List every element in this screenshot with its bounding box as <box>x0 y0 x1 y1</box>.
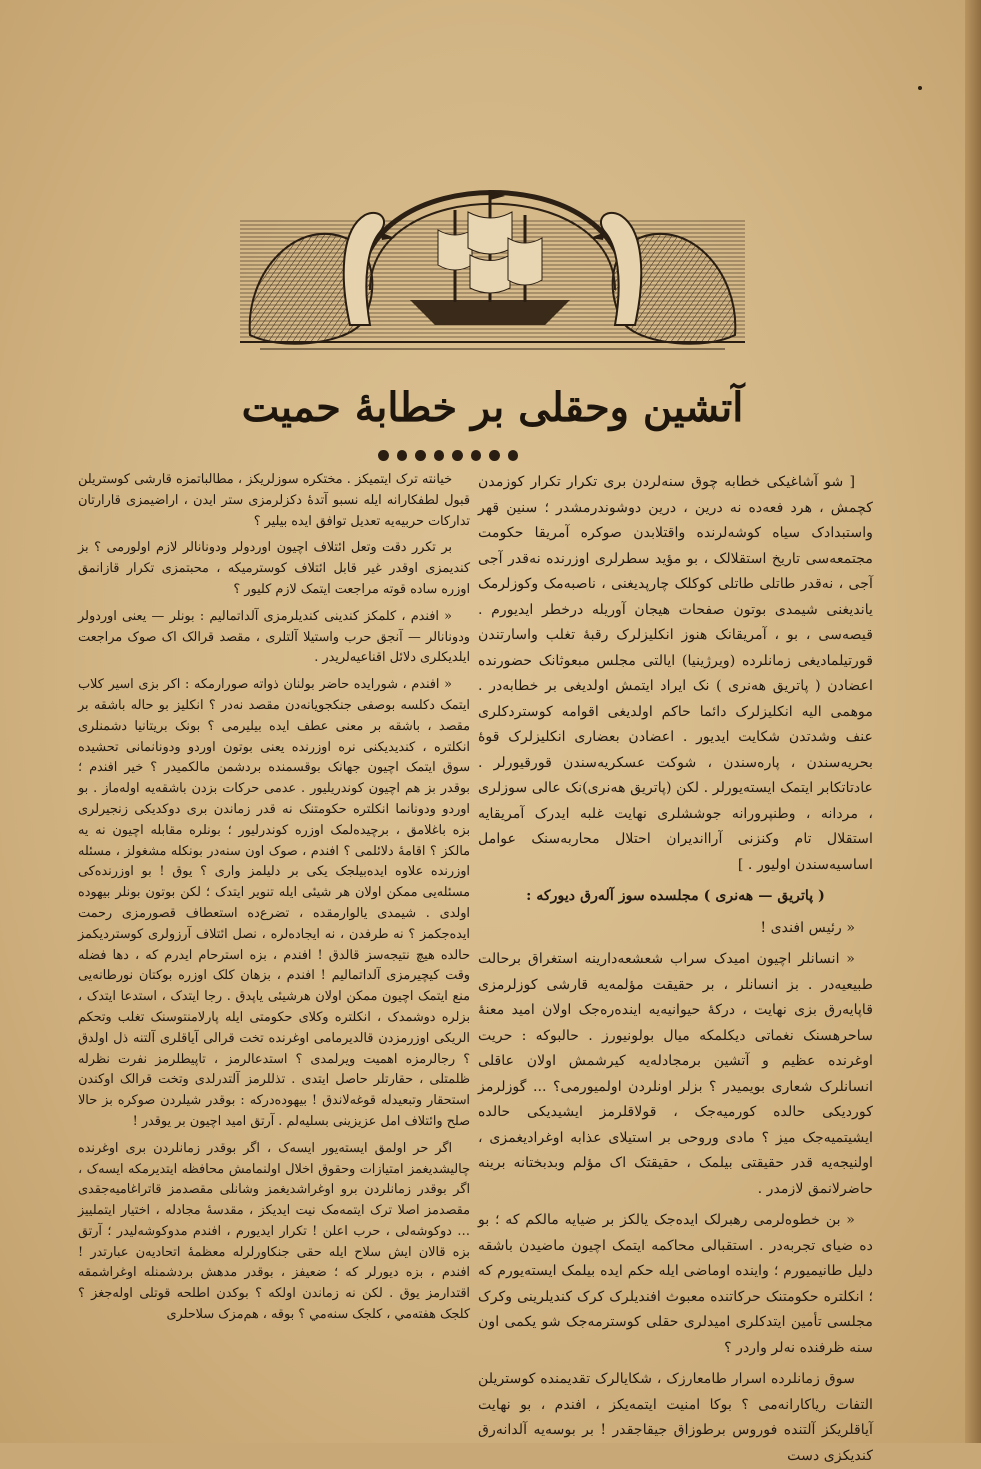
speech-paragraph: سوق زمانلرده اسرار طامعارزک ، شکایالرک تقدیمنده کوستریلن التفات ریاکارانه‌می ؟ بوکا امنیت ایتمه‌یکز ، افندم ، بو نهایت آیاقلریکز آلتنده فوروس برطوزاق جیقاجقدر ! بر بوسه‌یه آلدانه‌رق کندیکزی دست <box>478 1371 873 1464</box>
left-column <box>78 470 470 1430</box>
ornament-dots <box>378 450 518 464</box>
article-title: آتشین وحقلی بر خطابهٔ حمیت <box>241 384 744 431</box>
speech-paragraph: خیانته ترک ایتمیکز . مختکره سوزلریکز ، مطالباتمزه قارشی کوستریلن قبول لطفکارانه ایله نسبو آتدهٔ دکزلرمزی ستر ایدن ، اراضیمزی قارارتان تدارکات حربیه‌یه تعدیل توافق ایده بیلیر ؟ <box>78 472 470 529</box>
speech-paragraph: اگر حر اولمق ایسته‌یور ایسه‌ک ، اگر بوقدر زمانلردن بری اوغرنده چالیشدیغمز امتیازات وحقوق اخلال اولنمامش محافظه ایتدیرمکه ایسه‌ک ، اگر بوقدر زمانلردن برو اوغراشدیغمز وشانلی مقصدمز قاتراغامیه‌جقدی مقصدمز اصلا ترک ایتمه‌مک نیت ایدیکز ، مقدسهٔ مجادله ، اختیار ایتملییز … دوکوشه‌لی ، حرب اعلن ! تکرار ایدیورم ، افندم مدوکوشه‌لیدر ؛ آرتق بزه قالان ایش سلاح ایله حقی جنکاورلرله معظمهٔ اتحادیه‌ن عبارتدر ! افندم ، بزه دیورلر که ؛ ضعیفز ، بوقدر مدهش بردشمنله اوغراشمقه اقتدارمز یوق . لکن نه زماندن اولکه ؟ بوکدن اطلحه قوتلی اوله‌جغز ؟ کلجک هفته‌مي ، کلجک سنه‌مي ؟ بوقه ، هم‌مزک سلاحلری <box>78 1140 470 1323</box>
ornament-dot <box>471 450 482 461</box>
ornament-dot <box>397 450 408 461</box>
intro-paragraph: [ شو آشاغیکی خطابه چوق سنه‌لردن بری تکرار تکرار کوزمدن کچمش ، هرد فعه‌ده نه درین ، درین دوشوندرمشدر ؛ سنین قهر واستبدادک سیاه کوشه‌لرنده واقتلابدن صوکره آمریقا حکومت مجتمعه‌سی تاریخ استقلالک ، بو مؤید سطرلری اوزرنده نه‌قدر آجی آجی ، نه‌قدر طاتلی طاتلی کوکلک چارپدیغنی ، ناصبه‌مک وکوزلرمک یاندیغنی شیمدی بوتون صفحات هیجان آوریله درخطر ایدیورم . قیصه‌سی ، بو ، آمریقانک هنوز انکلیزلرک رقبهٔ تغلب واسارتندن قورتیلمادیغی زمانلرده (ویرژینیا) ایالتی مجلس مبعوثانک حضورنده اعضادن ( پاتریق هه‌نری ) نک ایراد ایتمش اولدیغی بر خطابه‌در . موهمی اليه انکلیزلرک دائما حاکم اولدیغی اقوامه کوستردکلری عنف وشدتدن شکایت ایدیور . اعضادن بعضاری انکلیزلرک قوهٔ بحریه‌سندن ، پاره‌سندن ، شوکت عسکریه‌سندن قورقیورلر . عادتاتکابر ایتمک ایسته‌یورلر . لکن (پاتریق هه‌نری)نک عالی سوزلری ، مردانه ، وطنپرورانه جوششلری نهایت غلبه ایدرک آمریقایه استقلال تام وکنزنی‌ آرااندیران احتلال محاربه‌سنک عوامل اساسیه‌سندن اولیور . ] <box>478 474 873 873</box>
speech-paragraph: « افندم ، کلمکز کندینی کندیلرمزی آلداتمالیم : بونلر — یعنی اوردولر ودونانالر — آنجق حرب واستیلا آلتلری ، مقصد قرالک اک صوک مراجعت ایلدیکلری دلائل اقناعیه‌لریدر . <box>78 608 470 666</box>
ornament-dot <box>508 450 519 461</box>
ornament-dot <box>415 450 426 461</box>
speech-paragraph: « بن خطوه‌لرمی رهبرلک ایده‌جک یالکز بر ضیایه مالکم که ؛ بو ده ضیای تجربه‌در . استقبالی محاکمه ایتمک اچیون ماضیدن باشقه دلیل طانیمیورم ؛ واینده اوماضی ایله حکم ایده بیلمک ایسته‌یورم که ؛ انکلتره حکومتنک حرکاتنده معبوث افندیلرک کرک کندیلرینی وکرک مجلسی تأمین ایتدکلری امیدلری حقلی کوسترمه‌جک شو یکمی اون سنه ظرفنده نه‌لر واردر ؟ <box>478 1212 873 1356</box>
address-line: « رئیس افندی ! <box>760 919 855 936</box>
ornament-dot <box>452 450 463 461</box>
ornament-dot <box>378 450 389 461</box>
speaker-line: ( پاتریق — هه‌نری ) مجلسده سوز آله‌رق دیورکه : <box>526 888 825 904</box>
ornament-dot <box>489 450 500 461</box>
speech-paragraph: « افندم ، شورایده حاضر بولنان ذواته صورارمکه : اکر بزی اسیر کلاب ایتمک دکلسه بوصفی جنکجویانه‌دن مقصد نه‌در ؟ انکلیز بو حاله باشقه بر مقصد ، باشقه بر معنی عطف ایده بیلیرمی ؟ بونک بریتانیا دشمنلری انکلتره ، کندیدیکنی نره اوزرنده یعنی بوتون اوردو ودونانمانی تحشیده سوق ایتمک اچیون جهانک بوقسمنده بردشمن مالکمیدر ؟ خیر افندم ؛ بوقدر بز هم اچیون کوندریلیور . عدمی حرکات بزدن باشقه‌یه اوله‌ماز . بو اوردو ودونانما انکلتره حکومتنک نه قدر زماندن بری دوکدیکی زنجیرلری بزه باغلامق ، برچیده‌لمک اوزره کوندرلیور ؛ بونلره مقابله اچیون نه یه مالکز ؟ اقامهٔ دلائلمی ؟ افندم ، صوک اون سنه‌در بونکله مشغولز ، مسئله اوزرنده علاوه ایده‌بیلجک یکی بر دلیلمز واری ؟ یوق ! بو اوزرنده‌کی مسئله‌یی ممکن اولان هر شیئی ایله تنویر ایتدک ؛ لکن بوتون بونلر بیهوده اولدی . شیمدی یالوارمقده ، تضرع‌ده استعطاف قصورمزی رحمت ایده‌جکمز ؟ نه طرفدن ، نه ایجاده‌لره ، نصل ائتلاف آرزولری کوستردیکمز حالده هیچ نتیجه‌سز قالدق ! افندم ، بزه استرحام ایدرم که ، دها فضله وقت کیچیرمزی آلداتمالیم ! افندم ، بزهان کلک اوزره بوکتان نورطانه‌یی منع ایتمک اچیون ممکن اولان هرشیئی یاپدق . رجا ایتدک ، استدعا ایتدک ، بزلره دوشمدک ، انکلتره وکلای حکومتی ایله پارلامنتوسنک تغلب وتحکم الریکی اوزرمزدن قالدیرمامی اوغرنده تخت قرالی آیاقلری آلتنه ذل اولدق ؟ رجالرمزه اهمیت ویرلمدی ؟ استدعالرمز ، تاپیطلرمز نفرت نظرله ظلمتلی ، حقارتلر حاصل ایتدی . تذللرمز آلتدرلدی وتخت قرالک اوکندن استحقار وتبعیدله قوغه‌لاندق ! بیهوده‌درکه : بوقدر شیلردن صوکره بز حالا صلح وائتلاف امل عزیزینی بسلیه‌لم . آرتق امید اچیون بر یوقدر ! <box>78 677 470 1129</box>
swans-ship-vignette <box>240 120 745 355</box>
ornament-dot <box>434 450 445 461</box>
page-edge <box>965 0 981 1443</box>
ink-speck <box>918 86 922 90</box>
speech-paragraph: « انسانلر اچیون امیدک سراب شعشعه‌دارینه استغراق برحالت طبیعیه‌در . بز انسانلر ، بر حقیقت مؤلمه‌یه قارشی کوزلرمزی قاپایه‌رق بزی نهایت ، درکهٔ حیوانیه‌یه اینده‌ره‌جک اولان امید معنهٔ ساحرهسنک نغماتی دیکلمکه میال بولونیورز . حالبوکه : حریت اوغرنده عظیم و آتشین برمجادله‌یه کیرشمش اولان عاقلی انسانلرک شعاری بویمیدر ؟ بزلر اونلردن اولمیورمی؟ ... گوزلرمز کوردیکی حالده کورمیه‌جک ، قولاقلرمز ایشیدیکی حالده ایشیتمیه‌جک میز ؟ مادی وروحی بر استیلای عذابه اوغرادیغمزی ، اولنیجه‌یه قدر حقیقتی بیلمک ، حقیقتک اک مؤلم وبدبختانه برینه حاضرلانمق لازمدر . <box>478 951 873 1197</box>
speech-paragraph: بر تکرر دقت وتعل ائتلاف اچیون اوردولر ودونانالر لازم اولورمی ؟ بز کندیمزی اوقدر غیر قابل ائتلاف کوسترمیکه ، محبتمزی تکرار قازانمق اوزره ساده قوته مراجعت ایتمک لازم کلیور ؟ <box>78 540 470 597</box>
right-column <box>478 470 873 1464</box>
